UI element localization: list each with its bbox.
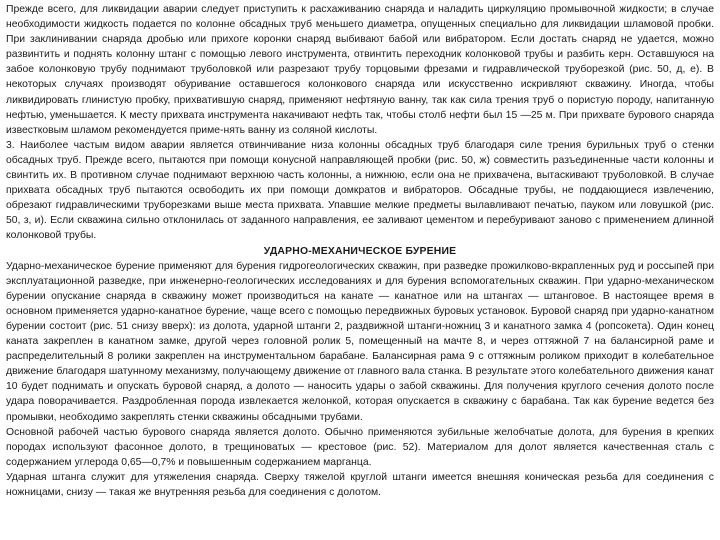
paragraph-drill-stem: Ударная штанга служит для утяжеления снаряда. Сверху тяжелой круглой штанги имеется внешняя коническая резьба для соединения с ножницами, снизу — такая же внутренняя резьба для соединения с долотом.: [6, 471, 714, 498]
paragraph-accident-elimination: Прежде всего, для ликвидации аварии следует приступить к расхаживанию снаряда и наладить циркуляцию промывочной жидкости; в случае необходимости жидкость подается по колонне обсадных труб меньшего диаметра, опущенных специально для ликвидации шламовой пробки. При заклинивании снаряда дробью или прихоге коронки снаряд выбивают бабой или вибратором. Если достать снаряд не удается, можно развинтить и поднять колонну штанг с помощью левого инструмента, отвинтить переходник колонковой трубы и разбить керн. Оставшуюся на забое колонковую трубу поднимают труболовкой или разрезают трубу торцовыми фрезами и гидравлической труборезкой (рис. 50, д, е). В некоторых случаях производят обуривание оставшегося колонкового снаряда или искусственно искривляют скважину. Иногда, чтобы ликвидировать глинистую пробку, прихватившую снаряд, применяют нефтяную ванну, так как сила трения труб о пористую породу, напитанную нефтью, уменьшается. К месту прихвата инструмента накачивают нефть так, чтобы столб нефти был 15 —25 м. При прихвате бурового снаряда известковым шламом рекомендуется приме-нять ванну из соляной кислоты.: [6, 4, 714, 136]
paragraph-casing-unscrewing: 3. Наиболее частым видом аварии является отвинчивание низа колонны обсадных труб благодаря силе трения бурильных труб о стенки обсадных труб. Прежде всего, пытаются при помощи конусной направляющей пробки (рис. 50, ж) совместить разъединенные части колонны и свинтить их. В противном случае поднимают верхнюю часть колонны, а нижнюю, если она не прихвачена, вытаскивают труболовкой. В случае прихвата обсадных труб пытаются освободить их при помощи домкратов и вибраторов. Обсадные трубы, не поддающиеся извлечению, обрезают гидравлическими труборезками выше места прихвата. Упавшие мелкие предметы вылавливают печатью, пауком или ловушкой (рис. 50, з, и). Если скважина сильно отклонилась от заданного направления, ее заливают цементом и перебуривают заново с применением длинной колонковой трубы.: [6, 139, 714, 242]
section-heading: УДАРНО-МЕХАНИЧЕСКОЕ БУРЕНИЕ: [263, 245, 457, 257]
paragraph-drill-bit: Основной рабочей частью бурового снаряда является долото. Обычно применяются зубильные желобчатые долота, для бурения в крепких породах используют фасонное долото, в трещиноватых — крестовое (рис. 52). Материалом для долот является качественная сталь с содержанием углерода 0,65—0,7% и повышенным содержанием марганца.: [6, 426, 714, 468]
paragraph-percussion-drilling: Ударно-механическое бурение применяют для бурения гидрогеологических скважин, при разведке прожилково-вкрапленных руд и россыпей при эксплуатационной разведке, при инженерно-геологических исследованиях и для бурения вспомогательных скважин. При ударно-механическом бурении опускание снаряда в скважину может производиться на канате — канатное или на штангах — штанговое. В настоящее время в основном применяется ударно-канатное бурение, чаще всего с помощью передвижных буровых установок. Буровой снаряд при ударно-канатном бурении состоит (рис. 51 снизу вверх): из долота, ударной штанги 2, раздвижной штанги-ножниц 3 и канатного замка 4 (ропсокета). Один конец каната закреплен в канатном замке, другой через головной ролик 5, помещенный на мачте 8, и через оттяжной 7 на балансирной раме и распределительный 8 ролики закреплен на инструментальном барабане. Балансирная рама 9 с оттяжным роликом приходит в колебательное движение благодаря шатунному механизму, получающему движение от главного вала станка. В результате этого колебательного движения канат 10 будет поднимать и опускать буровой снаряд, а долото — наносить удары о забой скважины. Для получения круглого сечения долото после удара поворачивается. Раздробленная порода извлекается желонкой, которая опускается в скважину с барабана. Так как бурение ведется без промывки, необходимо закреплять стенки скважины обсадными трубами.: [6, 260, 714, 423]
